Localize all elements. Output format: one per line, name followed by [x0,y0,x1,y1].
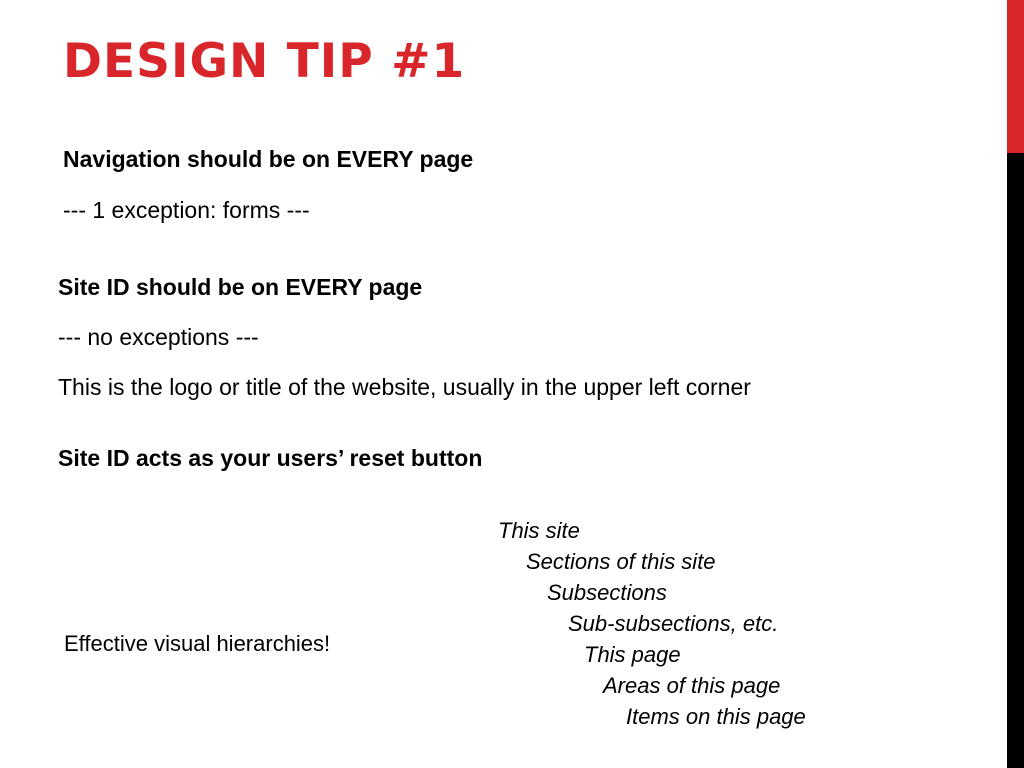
hierarchy-item: This site [498,518,580,543]
hierarchy-item: Areas of this page [603,673,781,698]
hierarchy-item: Items on this page [626,704,806,729]
site-id-note: --- no exceptions --- [58,324,259,350]
hierarchy-item: Subsections [547,580,667,605]
site-id-heading: Site ID should be on EVERY page [58,274,423,300]
hierarchy-item: Sub-subsections, etc. [568,611,779,636]
hierarchy-item: Sections of this site [526,549,716,574]
navigation-note: --- 1 exception: forms --- [63,197,310,223]
site-id-description: This is the logo or title of the website, usually in the upper left corner [58,374,751,400]
site-id-reset: Site ID acts as your users’ reset button [58,445,483,471]
hierarchy-caption: Effective visual hierarchies! [64,631,331,656]
accent-bar-red [1007,0,1024,153]
slide-title: DESIGN TIP #1 [63,34,466,89]
hierarchy-item: This page [584,642,681,667]
navigation-heading: Navigation should be on EVERY page [63,146,474,172]
accent-bar-black [1007,153,1024,768]
